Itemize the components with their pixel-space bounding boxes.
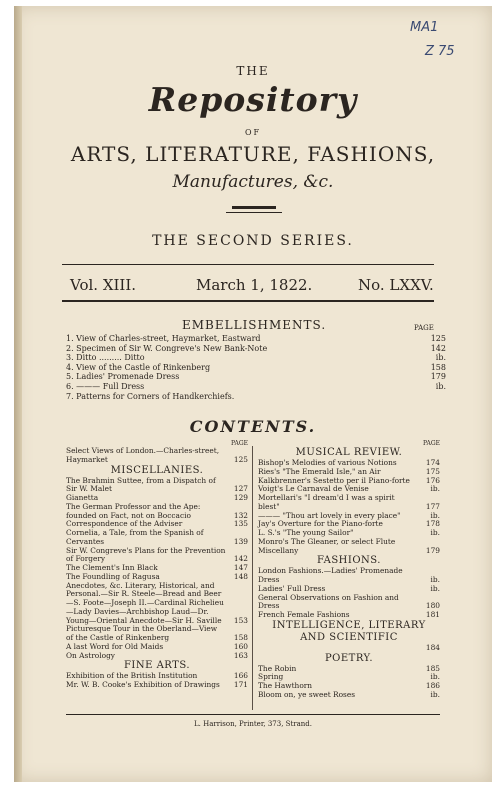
section-heading: POETRY.: [324, 652, 374, 664]
masthead-of: OF: [244, 128, 262, 137]
entry-page: ib.: [430, 583, 440, 593]
contents-entry: [66, 447, 248, 465]
entry-page: 176: [425, 475, 440, 485]
entry-page: 132: [233, 510, 248, 520]
entry-title: Cornelia, a Tale, from the Spanish of Cervantes: [66, 528, 204, 546]
section-heading: MUSICAL REVIEW.: [295, 447, 403, 458]
contents-entry: [66, 681, 248, 690]
contents-entry: [66, 529, 248, 547]
section-heading: MISCELLANIES.: [110, 464, 204, 476]
contents-entry: [66, 625, 248, 643]
entry-title: The Clement's Inn Black: [66, 563, 158, 572]
embellishment-title: 5. Ladies' Promenade Dress: [66, 372, 180, 382]
entry-title: On Astrology: [66, 650, 115, 660]
contents-right-column: [258, 440, 440, 700]
entry-page: 166: [233, 671, 248, 681]
entry-title: French Female Fashions: [258, 610, 350, 619]
embellishment-row: [66, 372, 446, 382]
section-heading: FASHIONS.: [317, 555, 381, 567]
divider: [66, 714, 440, 715]
entry-title: Kalkbrenner's Sestetto per il Piano-forte: [258, 475, 410, 485]
entry-page: 185: [425, 663, 440, 673]
masthead-the: THE: [236, 64, 270, 78]
page-column-label: PAGE: [414, 324, 434, 332]
masthead-subtitle: ARTS, LITERATURE, FASHIONS,: [70, 142, 436, 166]
entry-title: Select Views of London.—Charles-street, Haymarket: [66, 446, 220, 464]
embellishment-row: [66, 344, 446, 354]
entry-page: 179: [425, 545, 440, 555]
contents-left-column: [66, 440, 248, 690]
contents-entry: [66, 477, 248, 495]
entry-page: 158: [233, 633, 248, 642]
issue-volume: Vol. XIII.: [70, 276, 137, 294]
contents-entry: [66, 652, 248, 661]
contents-entry: [258, 594, 440, 612]
entry-title: Correspondence of the Adviser: [66, 519, 183, 529]
entry-page: 186: [425, 681, 440, 690]
entry-title: Voigt's Le Carnaval de Venise: [258, 484, 369, 494]
page-column-label: PAGE: [423, 440, 440, 447]
entry-page: 174: [425, 458, 440, 467]
divider: [62, 264, 434, 265]
embellishment-title: 3. Ditto ......... Ditto: [66, 353, 145, 363]
entry-title: Bloom on, ye sweet Roses: [258, 689, 356, 699]
embellishment-row: [66, 334, 446, 344]
embellishment-page: 125: [430, 334, 446, 343]
embellishment-row: [66, 363, 446, 373]
entry-title: General Observations on Fashion and Dress: [258, 592, 399, 611]
entry-page: ib.: [430, 528, 440, 537]
entry-page: 160: [233, 641, 248, 651]
contents-entry: [66, 503, 248, 521]
contents-entry: [258, 665, 440, 674]
section-heading: FINE ARTS.: [123, 660, 191, 672]
series-label: THE SECOND SERIES.: [152, 233, 354, 249]
entry-page: 178: [425, 519, 440, 529]
entry-page: 127: [233, 484, 248, 494]
entry-page: 135: [233, 519, 248, 529]
embellishments-list: [66, 334, 446, 401]
entry-title: London Fashions.—Ladies' Promenade Dress: [258, 566, 403, 584]
entry-title: Mr. W. B. Cooke's Exhibition of Drawings: [66, 680, 220, 689]
embellishment-title: 2. Specimen of Sir W. Congreve's New Bank-Note: [66, 343, 268, 353]
contents-entry: [258, 691, 440, 700]
contents-entry: [258, 611, 440, 620]
entry-title: The Hawthorn: [258, 681, 313, 690]
entry-page: ib.: [430, 575, 440, 584]
entry-title: Sir W. Congreve's Plans for the Prevention of Forgery: [66, 545, 226, 564]
entry-title: L. S.'s "The young Sailor": [258, 528, 354, 537]
entry-title: Mortellari's "I dream'd I was a spirit blest": [258, 493, 395, 511]
entry-page: 181: [425, 610, 440, 619]
entry-title: The Brahmin Suttee, from a Dispatch of Sir W. Malet: [66, 475, 216, 494]
entry-page: 184: [425, 642, 440, 652]
embellishment-title: 1. View of Charles-street, Haymarket, Eastward: [66, 334, 261, 343]
contents-title: CONTENTS.: [189, 417, 317, 436]
entry-page: ib.: [430, 672, 440, 682]
ornament-rule: [232, 206, 276, 209]
embellishment-page: [424, 392, 446, 402]
entry-title: The Foundling of Ragusa: [66, 571, 160, 581]
entry-page: 175: [425, 466, 440, 476]
embellishment-row: [66, 392, 446, 402]
entry-title: Ries's "The Emerald Isle," an Air: [258, 466, 381, 476]
entry-title: The Robin: [258, 663, 297, 673]
entry-title: Exhibition of the British Institution: [66, 671, 198, 681]
section-heading: INTELLIGENCE, LITERARY AND SCIENTIFIC: [272, 619, 426, 643]
entry-page: 129: [233, 493, 248, 502]
embellishment-page: 158: [430, 362, 446, 372]
entry-page: 147: [233, 563, 248, 572]
ornament-rule: [226, 212, 282, 213]
contents-entry: [258, 567, 440, 585]
contents-entry: [66, 582, 248, 626]
embellishment-page: 142: [430, 343, 446, 353]
embellishment-title: 4. View of the Castle of Rinkenberg: [66, 362, 211, 372]
issue-date: March 1, 1822.: [196, 276, 313, 294]
entry-title: Spring: [258, 672, 284, 682]
entry-page: 177: [425, 501, 440, 511]
embellishment-title: 6. ——— Full Dress: [66, 381, 145, 391]
entry-title: Gianetta: [66, 493, 99, 502]
contents-entry: [258, 494, 440, 512]
embellishment-page: ib.: [435, 353, 446, 363]
entry-title: A last Word for Old Maids: [66, 641, 164, 651]
divider: [62, 300, 434, 302]
entry-page: ib.: [430, 510, 440, 520]
entry-page: 139: [233, 536, 248, 546]
embellishment-row: [66, 353, 446, 363]
entry-page: ib.: [430, 484, 440, 494]
entry-page: 153: [233, 615, 248, 625]
contents-entry: [66, 547, 248, 565]
entry-title: ——— "Thou art lovely in every place": [258, 510, 401, 520]
contents-entry: [258, 644, 440, 653]
handwritten-note: MA1: [410, 20, 439, 35]
entry-title: The German Professor and the Ape: founded on Fact, not on Boccacio: [66, 501, 201, 520]
entry-title: Jay's Overture for the Piano-forte: [258, 519, 383, 529]
entry-page: 142: [233, 554, 248, 564]
column-divider: [252, 446, 253, 710]
entry-title: Monro's The Gleaner, or select Flute Miscellany: [258, 536, 396, 555]
entry-title: Picturesque Tour in the Oberland—View of the Castle of Rinkenberg: [66, 624, 218, 642]
contents-entry: [258, 538, 440, 556]
entry-page: 125: [233, 454, 248, 464]
binding-edge: [14, 6, 22, 782]
entry-page: 171: [233, 680, 248, 689]
masthead-title: Repository: [148, 80, 358, 119]
embellishment-row: [66, 382, 446, 392]
embellishment-page: 179: [430, 372, 446, 382]
embellishments-title: EMBELLISHMENTS.: [182, 318, 327, 332]
entry-title: Bishop's Melodies of various Notions: [258, 458, 397, 467]
masthead-manufactures: Manufactures, &c.: [172, 172, 334, 192]
embellishment-page: ib.: [435, 381, 446, 391]
entry-page: 180: [425, 601, 440, 611]
printer-imprint: L. Harrison, Printer, 373, Strand.: [193, 720, 312, 728]
page-column-label: PAGE: [231, 440, 248, 447]
issue-number: No. LXXV.: [358, 276, 434, 294]
entry-title: Ladies' Full Dress: [258, 583, 326, 593]
embellishment-title: 7. Patterns for Corners of Handkerchiefs.: [66, 391, 235, 401]
entry-title: Anecdotes, &c. Literary, Historical, and Personal.—Sir R. Steele—Bread and Beer—S. Foote—Joseph II.—Cardinal Richelieu—Lady Davies—Archbishop Laud—Dr. Young—Oriental Anecdote—Sir H. Saville: [66, 580, 224, 625]
entry-page: ib.: [430, 689, 440, 699]
entry-page: 148: [233, 571, 248, 581]
entry-page: 163: [233, 650, 248, 660]
handwritten-note: Z 75: [425, 44, 455, 59]
